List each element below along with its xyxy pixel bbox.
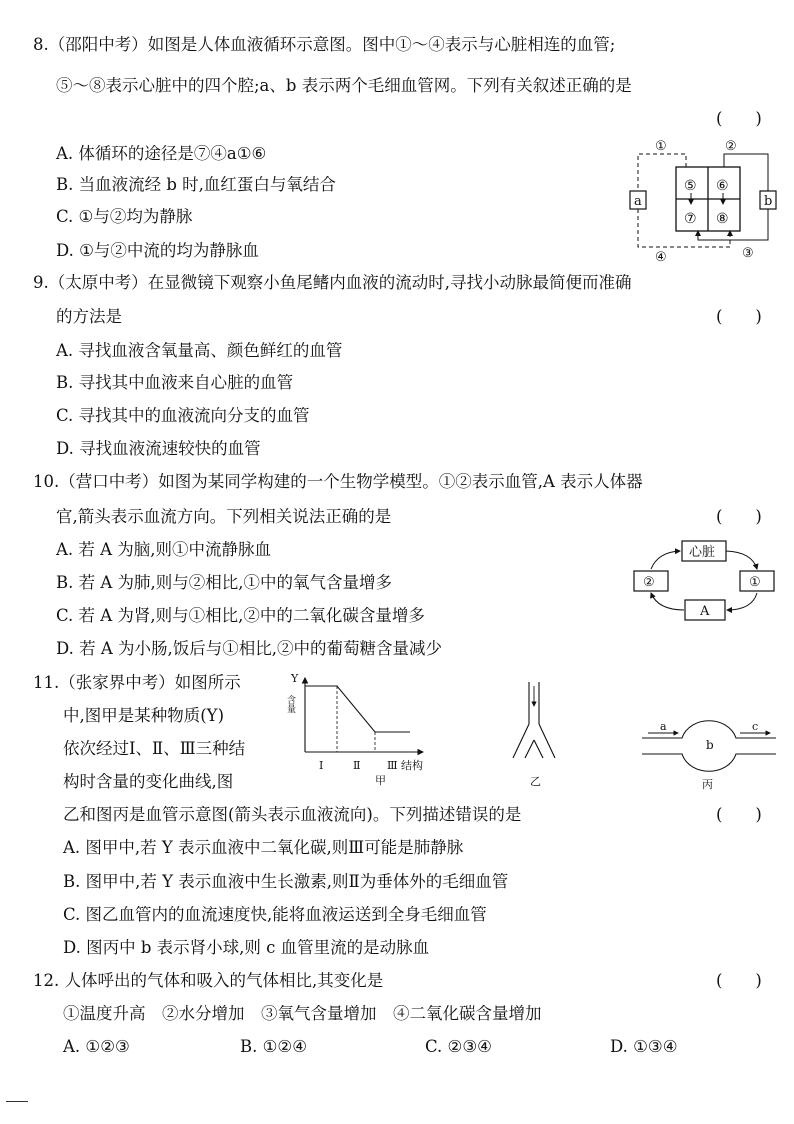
- q11-figure-bing: [640, 718, 780, 793]
- q10-stem-line1: 10.（营口中考）如图为某同学构建的一个生物学模型。①②表示血管,A 表示人体器: [33, 472, 643, 491]
- q10-stem-line2: 官,箭头表示血流方向。下列相关说法正确的是: [56, 507, 392, 526]
- q9-stem-line1: 9.（太原中考）在显微镜下观察小鱼尾鳍内血液的流动时,寻找小动脉最简便而准确: [33, 273, 632, 292]
- q11-answer-blank: ( ): [716, 805, 762, 824]
- y-axis-label: 含量: [285, 695, 295, 713]
- capillary-b-label: b: [764, 194, 773, 209]
- capillary-a-label: a: [634, 194, 642, 209]
- vessel-a-label: a: [660, 720, 667, 733]
- q10-model-diagram: [630, 538, 780, 623]
- chamber-5: ⑤: [684, 178, 697, 194]
- y-axis-symbol: Y: [291, 672, 299, 685]
- q8-stem-line2: ⑤～⑧表示心脏中的四个腔;a、b 表示两个毛细血管网。下列有关叙述正确的是: [56, 76, 632, 95]
- q8-stem-line1: 8.（邵阳中考）如图是人体血液循环示意图。图中①～④表示与心脏相连的血管;: [33, 35, 616, 54]
- q11-option-c: C. 图乙血管内的血流速度快,能将血液运送到全身毛细血管: [63, 905, 487, 924]
- chamber-8: ⑧: [716, 211, 729, 227]
- q11-option-a: A. 图甲中,若 Y 表示血液中二氧化碳,则Ⅲ可能是肺静脉: [63, 838, 464, 857]
- q12-choice-d: D. ①③④: [610, 1037, 678, 1056]
- q8-option-a: A. 体循环的途径是⑦④a①⑥: [56, 144, 267, 163]
- q11-stem-line2: 中,图甲是某种物质(Y): [63, 706, 225, 725]
- vessel-2-label: ②: [643, 575, 655, 590]
- q8-option-d: D. ①与②中流的均为静脉血: [56, 241, 259, 260]
- q10-option-c: C. 若 A 为肾,则与①相比,②中的二氧化碳含量增多: [56, 606, 425, 625]
- q11-option-d: D. 图丙中 b 表示肾小球,则 c 血管里流的是动脉血: [63, 938, 430, 957]
- figure-bing-caption: 丙: [702, 778, 713, 791]
- q11-stem-line3: 依次经过Ⅰ、Ⅱ、Ⅲ三种结: [63, 739, 246, 758]
- vessel-1-label: ①: [749, 575, 761, 590]
- chamber-6: ⑥: [716, 178, 729, 194]
- q11-figure-yi: [505, 680, 565, 795]
- q10-answer-blank: ( ): [716, 507, 762, 526]
- vessel-c-label: c: [752, 720, 759, 733]
- figure-yi-caption: 乙: [530, 775, 541, 788]
- q10-option-d: D. 若 A 为小肠,饭后与①相比,②中的葡萄糖含量减少: [56, 639, 443, 658]
- q9-option-c: C. 寻找其中的血液流向分支的血管: [56, 406, 310, 425]
- q12-choice-c: C. ②③④: [425, 1037, 492, 1056]
- q9-answer-blank: ( ): [716, 307, 762, 326]
- vessel-b-label: b: [706, 738, 714, 752]
- q11-option-b: B. 图甲中,若 Y 表示血液中生长激素,则Ⅱ为垂体外的毛细血管: [63, 872, 509, 891]
- vessel-4-label: ④: [655, 250, 667, 265]
- q8-circulation-diagram: [620, 140, 785, 265]
- q8-option-b: B. 当血液流经 b 时,血红蛋白与氧结合: [56, 175, 336, 194]
- q12-answer-blank: ( ): [716, 971, 762, 990]
- organ-a-label: A: [700, 604, 710, 619]
- q10-option-b: B. 若 A 为肺,则与②相比,①中的氧气含量增多: [56, 573, 393, 592]
- footer-rule: [6, 1101, 28, 1102]
- heart-label: 心脏: [689, 545, 716, 560]
- q12-stem: 12. 人体呼出的气体和吸入的气体相比,其变化是: [33, 971, 384, 990]
- vessel-3-label: ③: [742, 246, 754, 261]
- q9-option-b: B. 寻找其中血液来自心脏的血管: [56, 373, 294, 392]
- structure-2-label: Ⅱ: [353, 759, 361, 772]
- chamber-7: ⑦: [684, 211, 697, 227]
- q12-choice-a: A. ①②③: [63, 1037, 130, 1056]
- q12-choice-b: B. ①②④: [240, 1037, 307, 1056]
- x-axis-label: 结构: [401, 759, 423, 772]
- q11-stem-line1: 11.（张家界中考）如图所示: [33, 673, 241, 692]
- q10-option-a: A. 若 A 为脑,则①中流静脉血: [56, 540, 272, 559]
- vessel-1-label: ①: [655, 139, 667, 154]
- figure-jia-caption: 甲: [375, 774, 386, 787]
- q9-option-d: D. 寻找血液流速较快的血管: [56, 439, 261, 458]
- q8-answer-blank: ( ): [716, 109, 762, 128]
- q8-option-c: C. ①与②均为静脉: [56, 207, 193, 226]
- structure-1-label: Ⅰ: [319, 759, 324, 772]
- q11-stem-line5: 乙和图丙是血管示意图(箭头表示血液流向)。下列描述错误的是: [63, 805, 522, 824]
- structure-3-label: Ⅲ: [387, 759, 398, 772]
- q9-option-a: A. 寻找血液含氧量高、颜色鲜红的血管: [56, 341, 343, 360]
- q9-stem-line2: 的方法是: [56, 307, 122, 326]
- q11-stem-line4: 构时含量的变化曲线,图: [63, 772, 234, 791]
- content-curve: [305, 686, 410, 732]
- q12-items: ①温度升高 ②水分增加 ③氧气含量增加 ④二氧化碳含量增加: [63, 1004, 542, 1023]
- vessel-2-label: ②: [725, 139, 737, 154]
- q11-figure-jia: [285, 672, 440, 787]
